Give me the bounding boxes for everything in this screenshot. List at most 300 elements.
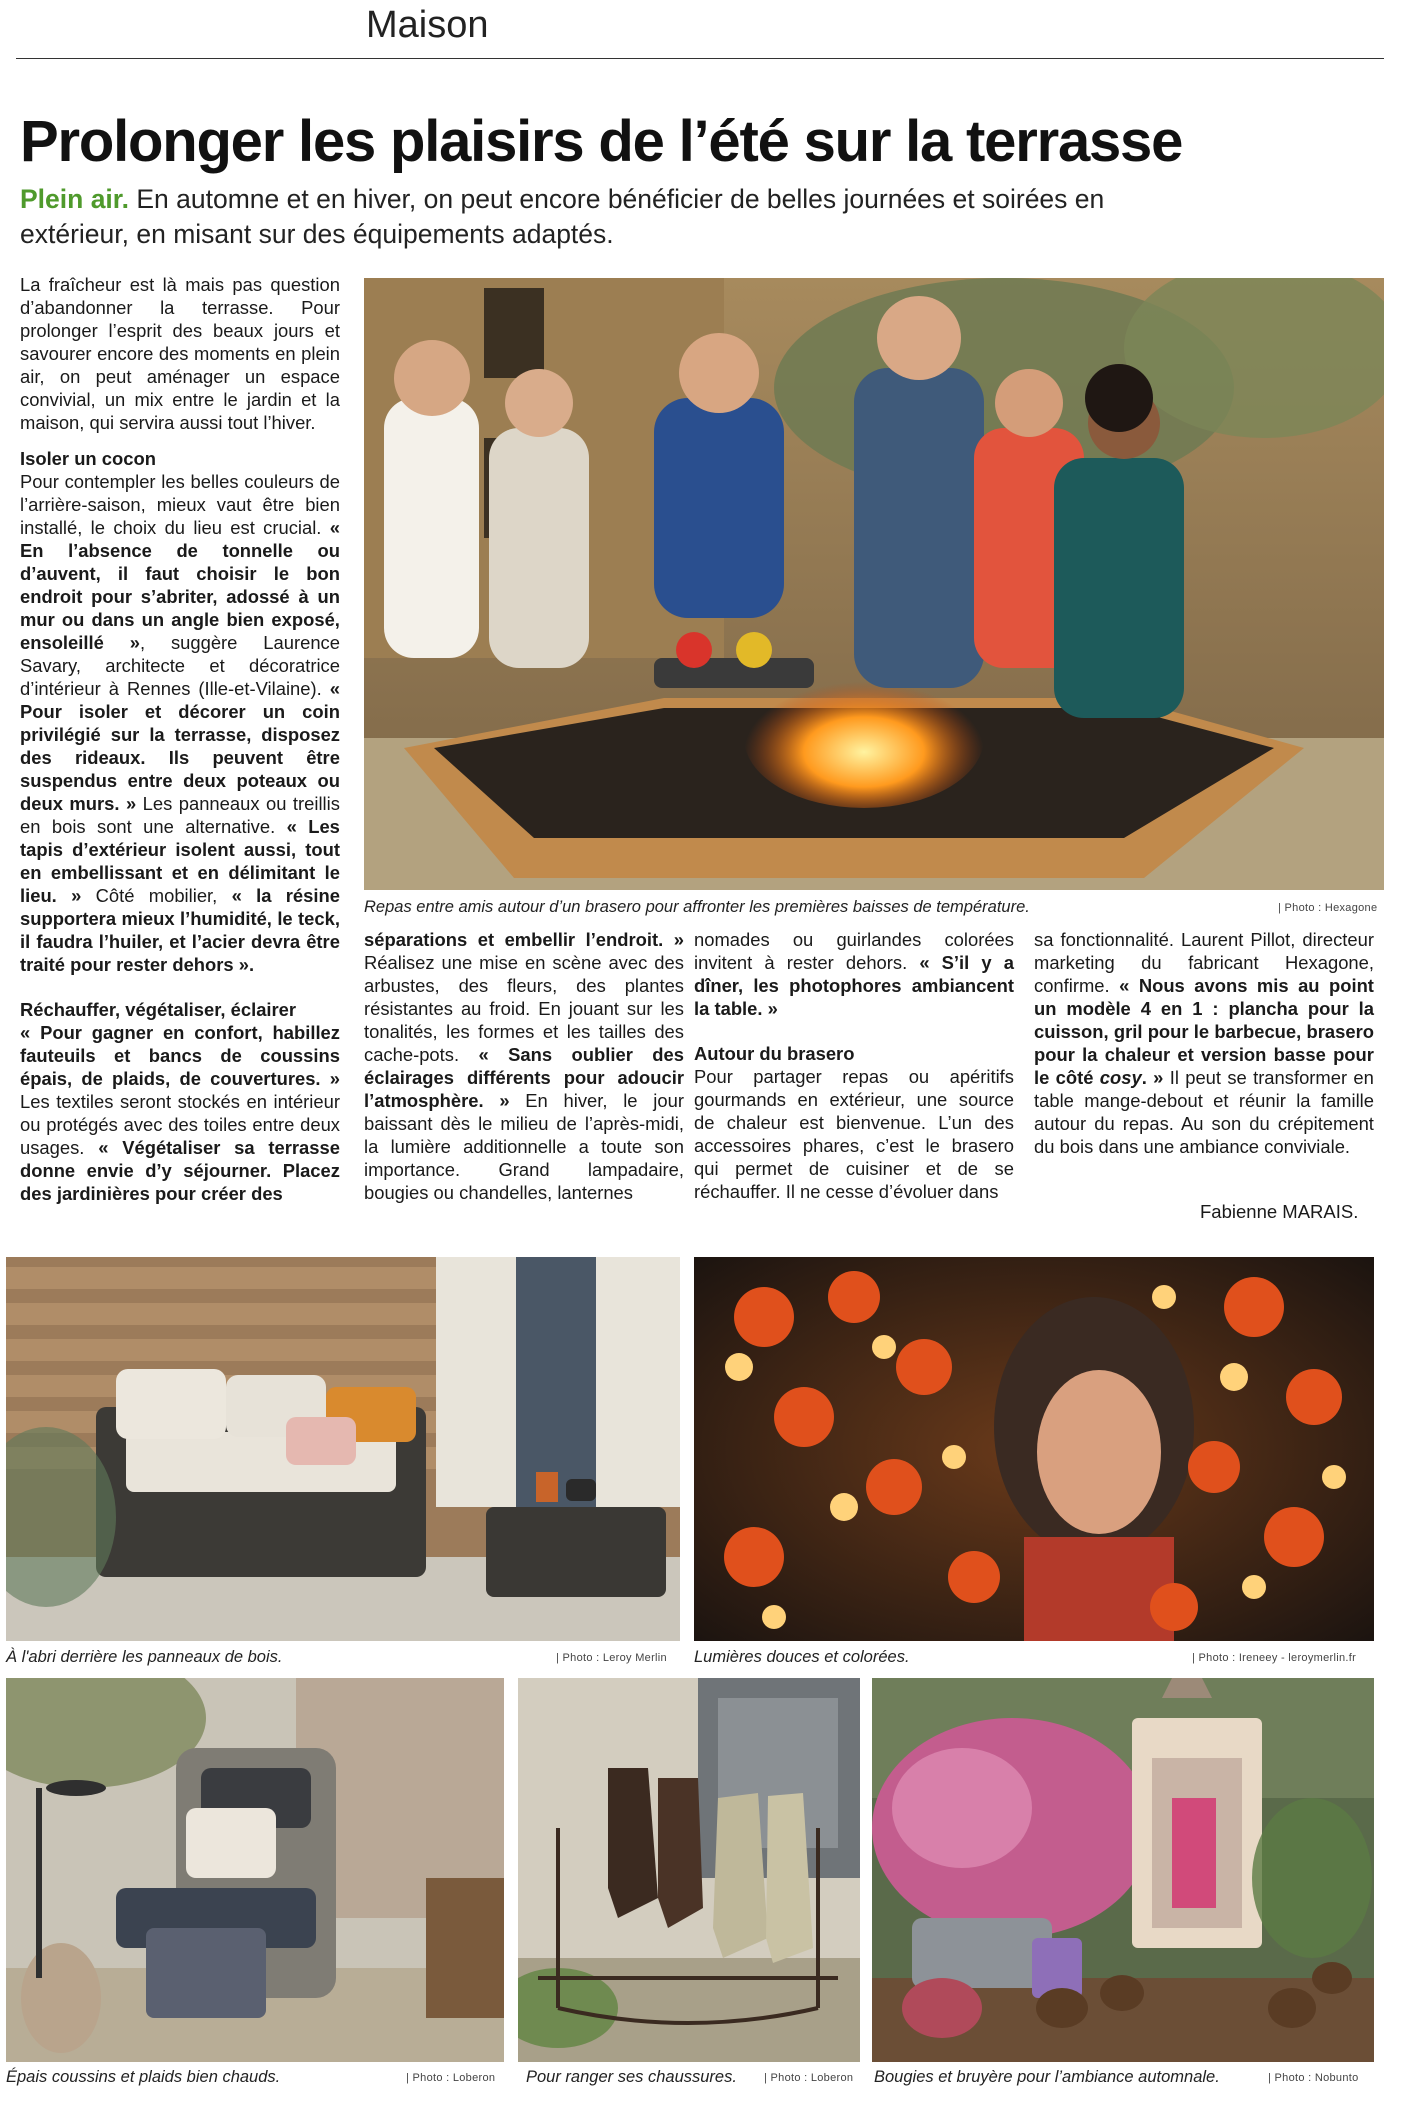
quote: coin bbox=[302, 701, 340, 722]
photo-candles-image bbox=[872, 1678, 1374, 2062]
quote: tapis bbox=[20, 839, 63, 860]
quote: pour bbox=[91, 586, 132, 607]
quote: créer bbox=[200, 1183, 246, 1204]
quote: de bbox=[179, 1068, 201, 1089]
quote: mieux bbox=[121, 908, 175, 929]
quote: avons bbox=[1194, 975, 1248, 996]
quote bbox=[84, 609, 91, 630]
quote: barbecue, bbox=[1214, 1021, 1302, 1042]
quote bbox=[134, 609, 141, 630]
quote: a bbox=[1003, 952, 1014, 973]
quote: teck, bbox=[298, 908, 340, 929]
quote: » bbox=[1153, 1067, 1164, 1088]
article-column-2 bbox=[364, 928, 684, 1204]
quote: faut bbox=[145, 563, 180, 584]
quote bbox=[217, 586, 226, 607]
quote bbox=[184, 1022, 194, 1043]
quote bbox=[257, 563, 274, 584]
quote: choisir bbox=[196, 563, 257, 584]
quote bbox=[251, 724, 261, 745]
quote bbox=[219, 862, 228, 883]
quote bbox=[633, 1044, 652, 1065]
quote: tout bbox=[305, 839, 340, 860]
quote bbox=[103, 1068, 112, 1089]
quote: aussi, bbox=[243, 839, 297, 860]
quote: des bbox=[652, 1044, 684, 1065]
quote bbox=[297, 816, 308, 837]
quote bbox=[575, 929, 585, 950]
photo-brasero-party-image bbox=[364, 278, 1384, 890]
quote: au bbox=[1298, 975, 1320, 996]
quote bbox=[255, 1137, 269, 1158]
quote: décorer bbox=[178, 701, 246, 722]
quote: pour bbox=[70, 954, 111, 975]
quote: le bbox=[1193, 1021, 1210, 1042]
quote bbox=[242, 1045, 260, 1066]
quote: et bbox=[477, 929, 495, 950]
quote: disposez bbox=[261, 724, 340, 745]
quote: « bbox=[329, 678, 340, 699]
quote bbox=[57, 885, 71, 906]
quote: un bbox=[1034, 998, 1057, 1019]
quote bbox=[1298, 998, 1308, 1019]
quote: Nous bbox=[1138, 975, 1185, 996]
quote bbox=[1056, 998, 1066, 1019]
quote: adossé bbox=[226, 586, 290, 607]
quote: » bbox=[129, 632, 140, 653]
quote: en bbox=[162, 1022, 185, 1043]
quote: il bbox=[20, 931, 31, 952]
quote bbox=[494, 929, 504, 950]
paragraph-rechauffer: « Pour gagner en confort, habillez fauteuils et bancs de coussins épais, de plaids, de couvertures. » Les textiles seront stockés en intérieur ou protégés avec des toiles entre deux usages. « Végétaliser sa terrasse donne envie d’y séjourner. Placez des jardinières pour créer des bbox=[20, 1022, 340, 1204]
photo-cushions-image bbox=[6, 1678, 504, 2062]
quote: « bbox=[478, 1044, 489, 1065]
photo-brasero-credit: | Photo : Hexagone bbox=[1278, 902, 1378, 914]
quote: l’atmosphère. bbox=[364, 1090, 484, 1111]
quote: Pour bbox=[40, 1022, 82, 1043]
quote: Ils bbox=[168, 747, 190, 768]
quote bbox=[235, 839, 244, 860]
quote: terrasse bbox=[268, 1137, 340, 1158]
quote bbox=[101, 724, 111, 745]
paragraph-isoler: Pour contempler les belles couleurs de l’arrière-saison, mieux vaut être bien installé, le choix du lieu est crucial. « En l’absence de tonnelle ou d’auvent, il faut choisir le bon endroit pour s’abriter, adossé à un mur ou dans un angle bien exposé, ensoleillé », suggère Laurence Savary, architecte et décoratrice d’intérieur à Rennes (Ille-et-Vilaine). « Pour isoler et décorer un coin privilégié sur la terrasse, disposez des rideaux. Ils peuvent être suspendus entre deux poteaux ou deux murs. » Les panneaux ou treillis en bois sont une alternative. « Les tapis d’extérieur isolent aussi, tout en embellissant et en délimitant le lieu. » Côté mobilier, « la résine supportera mieux l’humidité, le teck, il faudra l’huiler, et l’acier devra être traité pour rester dehors ». bbox=[20, 471, 340, 975]
photo-brasero-party bbox=[364, 278, 1384, 890]
photo-lights bbox=[694, 1257, 1374, 1641]
quote bbox=[62, 701, 79, 722]
deck-text: En automne et en hiver, on peut encore bénéficier de belles journées et soirées en extérieur, en misant sur des équipements adaptés. bbox=[20, 184, 1105, 249]
quote bbox=[30, 1022, 40, 1043]
quote bbox=[552, 1044, 571, 1065]
photo-cushions-caption: Épais coussins et plaids bien chauds. bbox=[6, 2068, 281, 2086]
photo-wood-panels bbox=[6, 1257, 680, 1641]
quote: 4 bbox=[1140, 998, 1151, 1019]
quote: l’absence bbox=[68, 540, 152, 561]
quote: à bbox=[298, 586, 309, 607]
quote: » bbox=[499, 1090, 510, 1111]
article-intro: La fraîcheur est là mais pas question d’abandonner la terrasse. Pour prolonger l’esprit des beaux jours et savourer encore des moments en plein air, on peut aménager un espace convivial, un mix entre le jardin et la maison, qui servira aussi tout l’hiver. bbox=[20, 274, 340, 433]
photo-boots-caption: Pour ranger ses chaussures. bbox=[526, 2068, 737, 2086]
quote bbox=[605, 1067, 618, 1088]
quote bbox=[1097, 1044, 1104, 1065]
quote: envie bbox=[86, 1160, 134, 1181]
quote: embellir bbox=[504, 929, 576, 950]
quote bbox=[484, 1090, 500, 1111]
paragraph-rechauffer: séparations et embellir l’endroit. » Réalisez une mise en scène avec des arbustes, des fleurs, des plantes résistantes au froid. En jouant sur les tonalités, les formes et les tailles des cache-pots. « Sans oublier des éclairages différents pour adoucir l’atmosphère. » En hiver, le jour baissant dès le milieu de l’après-midi, la lumière additionnelle a toute son importance. Grand lampadaire, bougies ou chandelles, lanternes bbox=[364, 929, 684, 1203]
quote: en bbox=[1160, 998, 1183, 1019]
quote: Les bbox=[308, 816, 340, 837]
quote: dehors bbox=[172, 954, 234, 975]
deck bbox=[20, 182, 1120, 252]
quote: privilégié bbox=[20, 724, 101, 745]
author-signature: Fabienne MARAIS. bbox=[1200, 1201, 1359, 1222]
photo-boots-credit: | Photo : Loberon bbox=[764, 2072, 854, 2084]
quote bbox=[285, 701, 302, 722]
quote bbox=[467, 929, 477, 950]
deck-kicker: Plein air. bbox=[20, 184, 130, 214]
quote bbox=[1129, 975, 1138, 996]
quote bbox=[902, 975, 912, 996]
quote: devra bbox=[251, 931, 301, 952]
quote bbox=[63, 839, 72, 860]
quote bbox=[1185, 975, 1194, 996]
paragraph-brasero: sa fonctionnalité. Laurent Pillot, directeur marketing du fabricant Hexagone, confirme. « Nous avons mis au point un modèle 4 en 1 : plancha pour la cuisson, gril pour le barbecue, brasero pour la chaleur et version basse pour le côté cosy. » Il peut se transformer en table mange-debout et réunir la famille autour du repas. Au son du crépitement du bois dans une ambiance conviviale. bbox=[1034, 929, 1374, 1157]
quote bbox=[179, 563, 196, 584]
quote bbox=[117, 770, 128, 791]
quote: entre bbox=[127, 770, 173, 791]
quote: Pour bbox=[20, 701, 62, 722]
quote: version bbox=[1200, 1044, 1267, 1065]
quote: sur bbox=[110, 724, 140, 745]
quote: brasero bbox=[1306, 1021, 1374, 1042]
quote: murs. bbox=[69, 793, 120, 814]
quote bbox=[82, 586, 91, 607]
quote bbox=[289, 563, 306, 584]
quote: séparations bbox=[364, 929, 468, 950]
subhead-brasero: Autour du brasero bbox=[694, 1043, 855, 1064]
quote bbox=[1182, 998, 1192, 1019]
quote bbox=[41, 862, 50, 883]
quote: séjourner. bbox=[183, 1160, 272, 1181]
quote: délimitant bbox=[228, 862, 316, 883]
quote: et bbox=[144, 701, 162, 722]
quote: ambiancent bbox=[911, 975, 1014, 996]
quote: » bbox=[767, 998, 778, 1019]
quote: rideaux. bbox=[74, 747, 146, 768]
quote bbox=[55, 609, 62, 630]
quote: être bbox=[306, 931, 340, 952]
quote: mur bbox=[20, 609, 55, 630]
quote bbox=[551, 1067, 564, 1088]
quote bbox=[75, 1160, 87, 1181]
quote bbox=[307, 770, 318, 791]
quote: des bbox=[251, 1183, 283, 1204]
quote: tonnelle bbox=[222, 540, 293, 561]
quote: gril bbox=[1113, 1021, 1143, 1042]
quote: isoler bbox=[78, 701, 128, 722]
quote: » bbox=[673, 929, 684, 950]
quote bbox=[1266, 1044, 1273, 1065]
quote bbox=[1219, 998, 1229, 1019]
quote: s’abriter, bbox=[140, 586, 218, 607]
quote bbox=[1320, 975, 1329, 996]
quote: en bbox=[197, 862, 219, 883]
quote bbox=[992, 952, 1004, 973]
quote: deux bbox=[183, 770, 227, 791]
quote bbox=[44, 540, 69, 561]
quote: la bbox=[694, 998, 710, 1019]
quote bbox=[296, 839, 305, 860]
quote: photophores bbox=[789, 975, 902, 996]
quote: un bbox=[262, 701, 286, 722]
photo-candles-caption: Bougies et bruyère pour l’ambiance automnale. bbox=[874, 2068, 1220, 2086]
quote bbox=[173, 770, 184, 791]
quote: deux bbox=[20, 793, 63, 814]
quote bbox=[153, 1022, 163, 1043]
quote: plaids, bbox=[112, 1068, 171, 1089]
quote bbox=[1194, 1044, 1201, 1065]
paragraph-rechauffer: nomades ou guirlandes colorées invitent à rester dehors. « S’il y a dîner, les photophores ambiancent la table. » bbox=[694, 929, 1014, 1019]
quote: côté bbox=[1055, 1067, 1094, 1088]
quote: confort, bbox=[194, 1022, 263, 1043]
quote: la bbox=[1082, 1044, 1098, 1065]
quote: donne bbox=[20, 1160, 76, 1181]
quote: « bbox=[286, 816, 297, 837]
quote bbox=[128, 701, 145, 722]
quote bbox=[242, 885, 256, 906]
quote: différents bbox=[466, 1067, 551, 1088]
quote bbox=[201, 1068, 210, 1089]
quote bbox=[108, 1137, 122, 1158]
quote: la bbox=[256, 885, 272, 906]
quote bbox=[1151, 998, 1161, 1019]
quote bbox=[82, 1022, 92, 1043]
quote: éclairages bbox=[364, 1067, 454, 1088]
quote bbox=[220, 1137, 234, 1158]
quote bbox=[321, 1068, 330, 1089]
quote bbox=[189, 747, 212, 768]
quote: traité bbox=[20, 954, 65, 975]
quote: plancha bbox=[1228, 998, 1298, 1019]
quote bbox=[198, 540, 223, 561]
quote bbox=[1131, 998, 1141, 1019]
quote bbox=[134, 1160, 146, 1181]
quote: bon bbox=[306, 563, 340, 584]
quote bbox=[779, 975, 789, 996]
quote: « bbox=[20, 1022, 31, 1043]
quote: la bbox=[1358, 998, 1374, 1019]
photo-wood-panels-image bbox=[6, 1257, 680, 1641]
quote: l’humidité, bbox=[179, 908, 272, 929]
photo-boots bbox=[518, 1678, 860, 2062]
quote: lieu. bbox=[20, 885, 57, 906]
quote: l’endroit. bbox=[585, 929, 664, 950]
quote: dans bbox=[91, 609, 135, 630]
quote: faudra bbox=[36, 931, 93, 952]
photo-wood-panels-credit: | Photo : Leroy Merlin bbox=[556, 1652, 667, 1664]
quote: être bbox=[306, 747, 340, 768]
quote: pour bbox=[563, 1067, 605, 1088]
quote: ou bbox=[317, 770, 340, 791]
quote bbox=[130, 1045, 148, 1066]
quote: rester bbox=[116, 954, 168, 975]
quote: terrasse, bbox=[174, 724, 252, 745]
quote bbox=[101, 563, 118, 584]
quote: coussins bbox=[260, 1045, 340, 1066]
quote: couvertures. bbox=[210, 1068, 321, 1089]
quote: ou bbox=[317, 540, 340, 561]
quote: y bbox=[981, 952, 992, 973]
photo-cushions-credit: | Photo : Loberon bbox=[406, 2072, 496, 2084]
photo-wood-panels-caption: À l'abri derrière les panneaux de bois. bbox=[6, 1648, 283, 1666]
article-column-4 bbox=[1034, 928, 1374, 1158]
quote bbox=[1289, 975, 1298, 996]
quote: le bbox=[277, 908, 293, 929]
quote bbox=[1100, 1067, 1142, 1088]
quote bbox=[930, 952, 942, 973]
quote: de bbox=[176, 540, 198, 561]
quote: en bbox=[20, 862, 42, 883]
quote: table. bbox=[714, 998, 763, 1019]
quote: l’huiler, bbox=[98, 931, 164, 952]
quote: épais, bbox=[20, 1068, 73, 1089]
quote: cuisson, bbox=[1034, 1021, 1109, 1042]
quote: suspendus bbox=[20, 770, 118, 791]
quote: » bbox=[329, 1068, 340, 1089]
quote bbox=[132, 586, 141, 607]
quote: un bbox=[141, 609, 165, 630]
quote: un bbox=[317, 586, 340, 607]
quote bbox=[743, 975, 753, 996]
header-rule bbox=[16, 58, 1384, 59]
quote: pour bbox=[154, 1183, 196, 1204]
quote bbox=[202, 1045, 220, 1066]
quote: ». bbox=[238, 954, 255, 975]
quote bbox=[969, 952, 981, 973]
quote: » bbox=[125, 793, 137, 814]
quote: « bbox=[919, 952, 930, 973]
quote bbox=[315, 862, 324, 883]
quote: Placez bbox=[282, 1160, 340, 1181]
quote: les bbox=[753, 975, 779, 996]
quote bbox=[1349, 998, 1359, 1019]
quote: d’auvent, bbox=[20, 563, 101, 584]
quote bbox=[271, 1160, 283, 1181]
quote: bancs bbox=[148, 1045, 202, 1066]
quote: bien bbox=[226, 609, 265, 630]
quote: pour bbox=[1307, 998, 1349, 1019]
quote: jardinières bbox=[56, 1183, 150, 1204]
quote: d’y bbox=[145, 1160, 172, 1181]
quote: « bbox=[329, 517, 340, 538]
quote: l’acier bbox=[191, 931, 245, 952]
quote: « bbox=[98, 1137, 109, 1158]
quote: des bbox=[20, 1183, 52, 1204]
quote bbox=[454, 1067, 467, 1088]
quote: et bbox=[1177, 1044, 1194, 1065]
quote bbox=[104, 632, 130, 653]
quote: exposé, bbox=[271, 609, 340, 630]
quote: résine bbox=[285, 885, 340, 906]
quote bbox=[162, 862, 171, 883]
quote: peuvent bbox=[212, 747, 283, 768]
photo-boots-image bbox=[518, 1678, 860, 2062]
photo-lights-image bbox=[694, 1257, 1374, 1641]
quote: de bbox=[220, 1045, 242, 1066]
quote: S’il bbox=[941, 952, 970, 973]
quote: pour bbox=[1034, 1044, 1075, 1065]
quote bbox=[1326, 1044, 1333, 1065]
quote bbox=[145, 747, 168, 768]
quote bbox=[1202, 998, 1212, 1019]
quote: de bbox=[81, 1068, 103, 1089]
quote: ou bbox=[61, 609, 85, 630]
quote: la bbox=[149, 724, 165, 745]
quote: il bbox=[117, 563, 129, 584]
subhead-rechauffer: Réchauffer, végétaliser, éclairer bbox=[20, 999, 297, 1020]
quote: isolent bbox=[175, 839, 235, 860]
paragraph-brasero: Pour partager repas ou apéritifs gourmands en extérieur, une source de chaleur est bienvenue. L’un des accessoires phares, c’est le brasero qui permet de cuisiner et de se réchauffer. Il ne cesse d’évoluer dans bbox=[694, 1066, 1014, 1202]
quote: oublier bbox=[571, 1044, 633, 1065]
quote: et bbox=[169, 931, 186, 952]
quote bbox=[663, 929, 673, 950]
photo-cushions bbox=[6, 1678, 504, 2062]
quote: Sans bbox=[508, 1044, 553, 1065]
quote: pour bbox=[1333, 1044, 1374, 1065]
quote: 1 bbox=[1192, 998, 1203, 1019]
quote: . bbox=[1141, 1067, 1147, 1088]
quote: mis bbox=[1256, 975, 1289, 996]
quote: En bbox=[20, 540, 44, 561]
quote: chaleur bbox=[1104, 1044, 1171, 1065]
quote: Végétaliser bbox=[122, 1137, 221, 1158]
quote: endroit bbox=[20, 586, 83, 607]
quote bbox=[165, 724, 175, 745]
article-column-1 bbox=[20, 273, 340, 1205]
quote bbox=[246, 701, 263, 722]
quote bbox=[52, 747, 75, 768]
quote: « bbox=[231, 885, 242, 906]
article-column-3 bbox=[694, 928, 1014, 1203]
photo-lights-caption: Lumières douces et colorées. bbox=[694, 1648, 910, 1666]
quote: dîner, bbox=[694, 975, 744, 996]
quote bbox=[271, 885, 285, 906]
quote: et bbox=[171, 862, 189, 883]
quote: « bbox=[1119, 975, 1130, 996]
quote: supportera bbox=[20, 908, 117, 929]
quote: habillez bbox=[272, 1022, 340, 1043]
section-label: Maison bbox=[366, 4, 489, 46]
quote bbox=[72, 1068, 81, 1089]
quote: fauteuils bbox=[20, 1045, 96, 1066]
quote: poteaux bbox=[236, 770, 308, 791]
quote bbox=[128, 563, 145, 584]
quote: modèle bbox=[1066, 998, 1131, 1019]
quote: le bbox=[1034, 1067, 1050, 1088]
quote: le bbox=[324, 862, 340, 883]
photo-brasero-caption: Repas entre amis autour d’un brasero pour affronter les premières baisses de température. bbox=[364, 898, 1030, 916]
quote: et bbox=[114, 1045, 131, 1066]
quote bbox=[226, 770, 237, 791]
quote: adoucir bbox=[617, 1067, 684, 1088]
subhead-isoler: Isoler un cocon bbox=[20, 448, 156, 469]
quote bbox=[293, 540, 318, 561]
quote bbox=[96, 1045, 114, 1066]
quote: gagner bbox=[91, 1022, 154, 1043]
quote bbox=[161, 701, 178, 722]
quote: angle bbox=[171, 609, 220, 630]
quote bbox=[152, 540, 177, 561]
quote bbox=[263, 1022, 273, 1043]
